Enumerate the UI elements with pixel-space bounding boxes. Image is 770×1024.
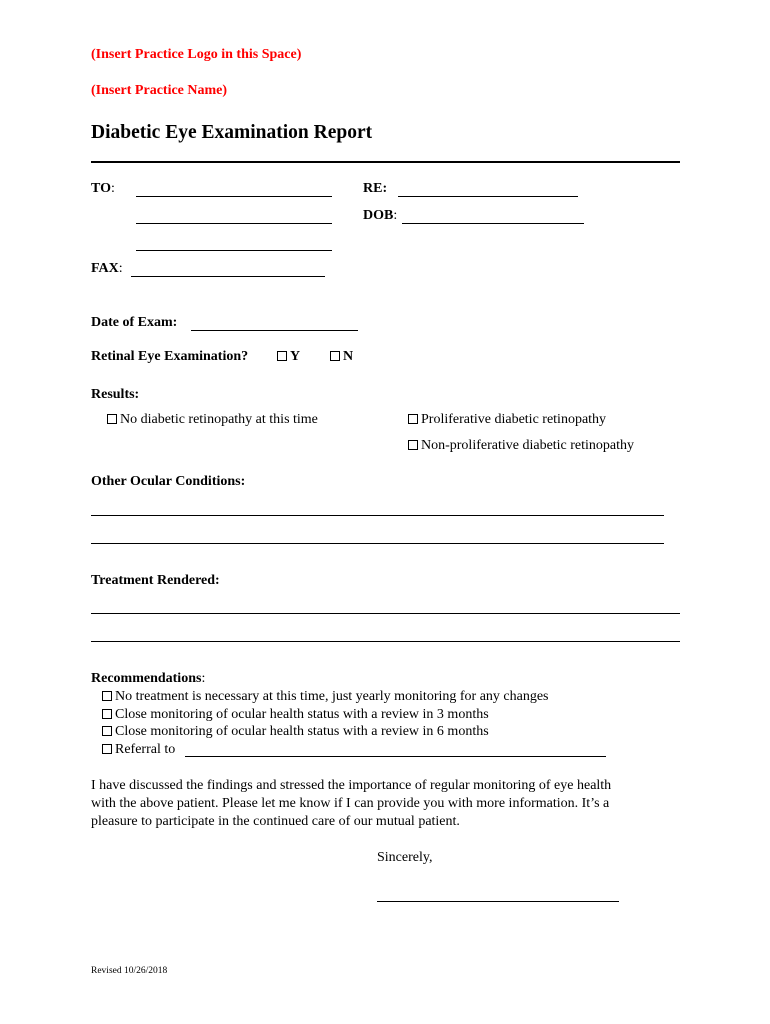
checkbox-icon[interactable] <box>107 414 117 424</box>
dob-line[interactable] <box>402 223 584 224</box>
treatment-line-2[interactable] <box>91 641 680 642</box>
dob-label: DOB: <box>363 208 398 223</box>
checkbox-icon[interactable] <box>102 726 112 736</box>
signoff: Sincerely, <box>377 850 433 865</box>
recommendation-item[interactable]: Close monitoring of ocular health status with a review in 3 months <box>102 707 489 723</box>
to-line-1[interactable] <box>136 196 332 197</box>
re-line[interactable] <box>398 196 578 197</box>
other-conditions-line-1[interactable] <box>91 515 664 516</box>
result-option-proliferative[interactable]: Proliferative diabetic retinopathy <box>408 412 606 428</box>
treatment-line-1[interactable] <box>91 613 680 614</box>
retinal-yes-option[interactable]: Y <box>277 349 300 365</box>
page-title: Diabetic Eye Examination Report <box>91 122 373 143</box>
other-conditions-line-2[interactable] <box>91 543 664 544</box>
to-line-2[interactable] <box>136 223 332 224</box>
recommendation-item[interactable]: No treatment is necessary at this time, just yearly monitoring for any changes <box>102 689 549 705</box>
closing-paragraph-line: I have discussed the findings and stressed the importance of regular monitoring of eye health <box>91 778 612 793</box>
closing-paragraph-line: with the above patient. Please let me know if I can provide you with more information. It’s a <box>91 796 610 811</box>
checkbox-icon[interactable] <box>102 691 112 701</box>
retinal-exam-label: Retinal Eye Examination? <box>91 349 249 364</box>
treatment-label: Treatment Rendered: <box>91 573 220 588</box>
re-label: RE: <box>363 181 388 196</box>
results-label: Results: <box>91 387 140 402</box>
checkbox-icon[interactable] <box>277 351 287 361</box>
recommendations-label: Recommendations: <box>91 671 206 686</box>
title-divider <box>91 161 680 163</box>
practice-name-placeholder: (Insert Practice Name) <box>91 83 228 98</box>
signature-line[interactable] <box>377 901 619 902</box>
result-option-non-proliferative[interactable]: Non-proliferative diabetic retinopathy <box>408 438 634 454</box>
revised-date: Revised 10/26/2018 <box>91 966 168 976</box>
date-of-exam-line[interactable] <box>191 330 358 331</box>
logo-placeholder: (Insert Practice Logo in this Space) <box>91 47 302 62</box>
checkbox-icon[interactable] <box>408 414 418 424</box>
fax-label: FAX: <box>91 261 123 276</box>
to-line-3[interactable] <box>136 250 332 251</box>
checkbox-icon[interactable] <box>408 440 418 450</box>
retinal-no-option[interactable]: N <box>330 349 353 365</box>
to-label: TO: <box>91 181 115 196</box>
date-of-exam-label: Date of Exam: <box>91 315 178 330</box>
checkbox-icon[interactable] <box>330 351 340 361</box>
referral-line[interactable] <box>185 756 606 757</box>
checkbox-icon[interactable] <box>102 709 112 719</box>
other-conditions-label: Other Ocular Conditions: <box>91 474 246 489</box>
checkbox-icon[interactable] <box>102 744 112 754</box>
recommendation-item[interactable]: Close monitoring of ocular health status with a review in 6 months <box>102 724 489 740</box>
fax-line[interactable] <box>131 276 325 277</box>
closing-paragraph-line: pleasure to participate in the continued care of our mutual patient. <box>91 814 460 829</box>
recommendation-item-referral[interactable]: Referral to <box>102 742 175 758</box>
result-option-no-retinopathy[interactable]: No diabetic retinopathy at this time <box>107 412 318 428</box>
